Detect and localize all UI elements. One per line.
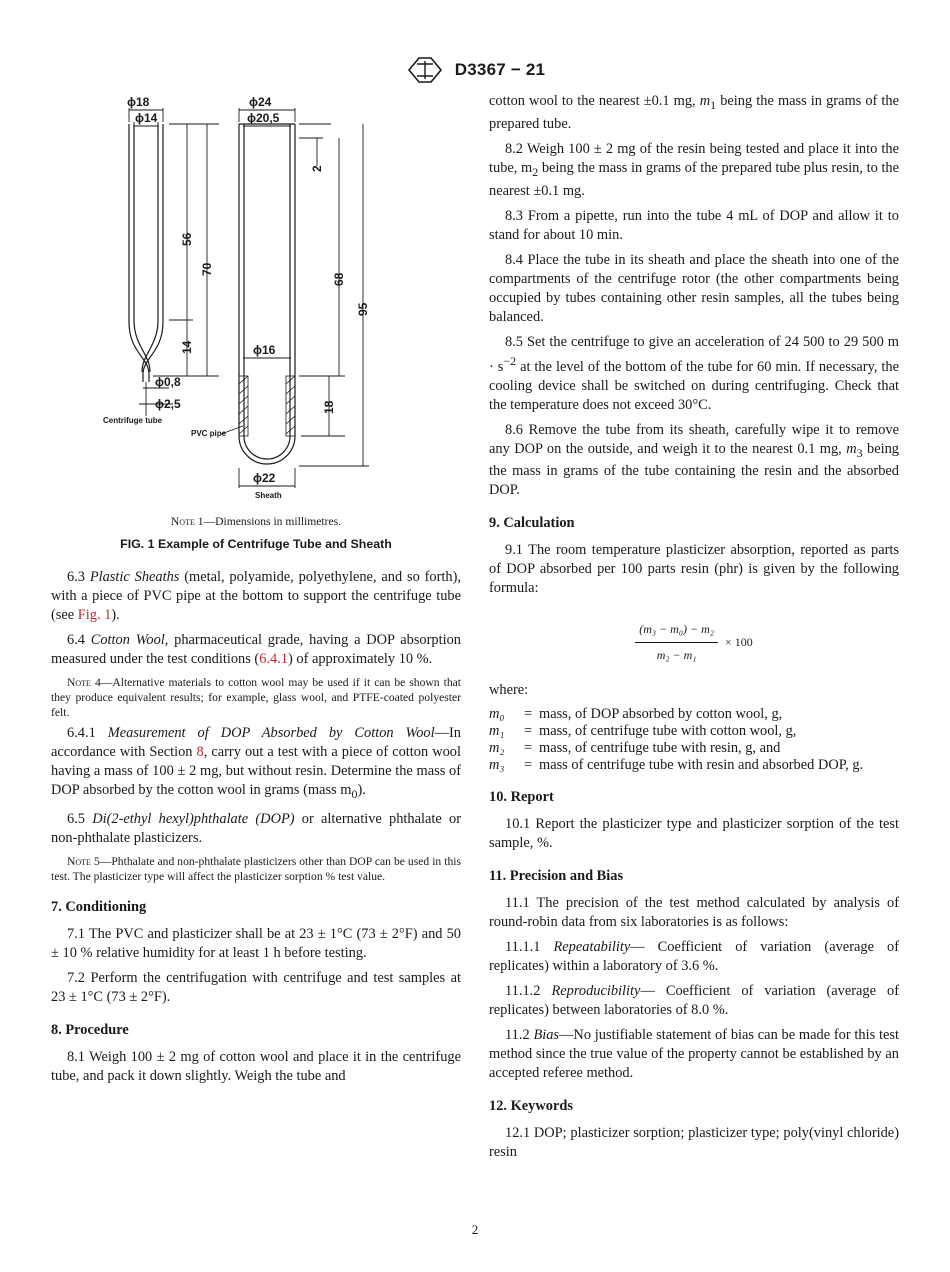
dim-l68: 68	[332, 272, 346, 286]
page-number: 2	[471, 1222, 479, 1237]
definition-row: m₁ = mass, of centrifuge tube with cotton wool, g,	[489, 723, 797, 740]
where-label: where:	[489, 682, 529, 699]
label-pvc-pipe: PVC pipe	[191, 429, 227, 438]
astm-logo-icon	[405, 56, 445, 84]
section-12-1: 12.1 DOP; plasticizer sorption; plasticizer type; poly(vinyl chloride) resin	[489, 1125, 899, 1161]
left-column	[51, 92, 461, 1092]
dim-l18: 18	[322, 400, 336, 414]
section-8-4: 8.4 Place the tube in its sheath and place the sheath into one of the compartments of the centrifuge rotor (the other compartments being occupied by tubes containing other resin samples, all the tubes being balanced.	[489, 251, 899, 325]
formula-numerator: (m₃ − m₀) − m₂	[635, 620, 718, 643]
dim-d24: ϕ24	[249, 95, 272, 109]
section-6-4: 6.4 Cotton Wool, pharmaceutical grade, having a DOP absorption measured under the test conditions (6.4.1) of approximately 10 %.	[51, 632, 461, 667]
dim-d14: ϕ14	[135, 111, 158, 125]
section-6-4-1-link[interactable]: 6.4.1	[259, 651, 288, 667]
section-11-2: 11.2 Bias—No justifiable statement of bias can be made for this test method since the true value of the property cannot be established by an accepted referee method.	[489, 1027, 899, 1082]
centrifuge-tube-drawing	[129, 124, 163, 382]
dim-d08: ϕ0,8	[155, 375, 181, 389]
dim-d16: ϕ16	[253, 343, 276, 357]
heading-keywords: 12. Keywords	[489, 1098, 573, 1115]
heading-conditioning: 7. Conditioning	[51, 898, 147, 915]
right-column	[489, 92, 899, 1168]
section-8-1-continued: cotton wool to the nearest ±0.1 mg, $m_1$ being the mass in grams of the prepared tube.	[489, 93, 899, 132]
figure-1	[51, 92, 461, 512]
page-header	[0, 56, 950, 84]
section-8-1: 8.1 Weigh 100 ± 2 mg of cotton wool and place it in the centrifuge tube, and pack it down slightly. Weigh the tube and	[51, 1048, 461, 1084]
document-code: D3367 − 21	[454, 60, 546, 79]
definition-row: m₀ = mass, of DOP absorbed by cotton wool, g,	[489, 706, 783, 723]
dim-l14: 14	[180, 340, 194, 354]
section-8-3: 8.3 From a pipette, run into the tube 4 mL of DOP and allow it to stand for about 10 min.	[489, 207, 899, 243]
dim-l56: 56	[180, 232, 194, 246]
label-sheath: Sheath	[255, 491, 282, 500]
definition-row: m₃ = mass of centrifuge tube with resin and absorbed DOP, g.	[489, 757, 864, 774]
dim-l70: 70	[200, 262, 214, 276]
heading-precision-bias: 11. Precision and Bias	[489, 868, 624, 885]
section-10-1: 10.1 Report the plasticizer type and plasticizer sorption of the test sample, %.	[489, 816, 899, 852]
fig-1-link[interactable]: Fig. 1	[77, 607, 112, 623]
dim-d205: ϕ20,5	[247, 111, 280, 125]
figure-caption: FIG. 1 Example of Centrifuge Tube and Sheath	[120, 537, 392, 551]
dim-l95: 95	[356, 302, 370, 316]
heading-calculation: 9. Calculation	[489, 515, 575, 532]
formula-fraction	[635, 620, 718, 665]
section-6-4-1: 6.4.1 Measurement of DOP Absorbed by Cotton Wool—In accordance with Section 8, carry out a test with a piece of cotton wool having a mass of 100 ± 2 mg, but without resin. Determine the mass of DOP absorbed by the cotton wool in grams (mass $m_0$).	[51, 725, 461, 801]
formula-multiplier: × 100	[724, 635, 753, 650]
section-7-1: 7.1 The PVC and plasticizer shall be at 23 ± 1°C (73 ± 2°F) and 50 ± 10 % relative humidity for at least 1 h before testing.	[51, 925, 461, 961]
section-8-6: 8.6 Remove the tube from its sheath, carefully wipe it to remove any DOP on the outside, and weigh it to the nearest 0.1 mg, $m_3$ being the mass in grams of the tube containing the resin and the absorbed DOP.	[489, 421, 899, 499]
centrifuge-tube-diagram	[103, 95, 393, 500]
symbol-definitions	[489, 706, 863, 774]
section-8-5: 8.5 Set the centrifuge to give an acceleration of 24 500 to 29 500 $m \cdot s^{-2}$ at the level of the bottom of the tube for 60 min. If necessary, the cooling device shall be switched on during centrifuging. Check that the temperature does not exceed 30°C.	[489, 333, 899, 413]
dim-d25: ϕ2,5	[155, 397, 181, 411]
section-11-1: 11.1 The precision of the test method calculated by analysis of round-robin data from six laboratories is as follows:	[489, 895, 899, 931]
definition-row: m₂ = mass, of centrifuge tube with resin, g, and	[489, 740, 781, 757]
figure-note: Note 1—Dimensions in millimetres.	[170, 515, 342, 528]
heading-report: 10. Report	[489, 789, 554, 806]
sorption-formula	[489, 620, 899, 665]
section-11-1-2: 11.1.2 Reproducibility— Coefficient of variation (average of replicates) between laboratories of 8.0 %.	[489, 983, 899, 1019]
section-8-link[interactable]: 8	[196, 744, 204, 760]
dim-l2: 2	[310, 165, 324, 172]
note-5: Note 5—Phthalate and non-phthalate plasticizers other than DOP can be used in this test. The plasticizer type will affect the plasticizer sorption % test value.	[51, 854, 461, 883]
section-9-1: 9.1 The room temperature plasticizer absorption, reported as parts of DOP absorbed per 100 parts resin (phr) is given by the following formula:	[489, 542, 899, 597]
dim-d22: ϕ22	[253, 471, 276, 485]
formula-denominator: m₂ − m₁	[656, 648, 697, 663]
section-6-5: 6.5 Di(2-ethyl hexyl)phthalate (DOP) or alternative phthalate or non-phthalate plasticizers.	[51, 810, 462, 846]
section-6-3: 6.3 Plastic Sheaths (metal, polyamide, polyethylene, and so forth), with a piece of PVC pipe at the bottom to support the centrifuge tube (see Fig. 1).	[51, 569, 461, 623]
section-11-1-1: 11.1.1 Repeatability— Coefficient of variation (average of replicates) within a laboratory of 3.6 %.	[489, 939, 899, 975]
section-7-2: 7.2 Perform the centrifugation with centrifuge and test samples at 23 ± 1°C (73 ± 2°F).	[51, 969, 461, 1005]
heading-procedure: 8. Procedure	[51, 1021, 129, 1038]
dim-d18: ϕ18	[127, 95, 150, 109]
section-8-2: 8.2 Weigh 100 ± 2 mg of the resin being tested and place it into the tube, $m_2$ being the mass in grams of the prepared tube plus resin, to the nearest ±0.1 mg.	[489, 140, 899, 199]
note-4: Note 4—Alternative materials to cotton wool may be used if it can be shown that they produce equivalent results; for example, glass wool, and PTFE-coated polyester felt.	[51, 676, 461, 719]
label-centrifuge-tube: Centrifuge tube	[103, 416, 163, 425]
